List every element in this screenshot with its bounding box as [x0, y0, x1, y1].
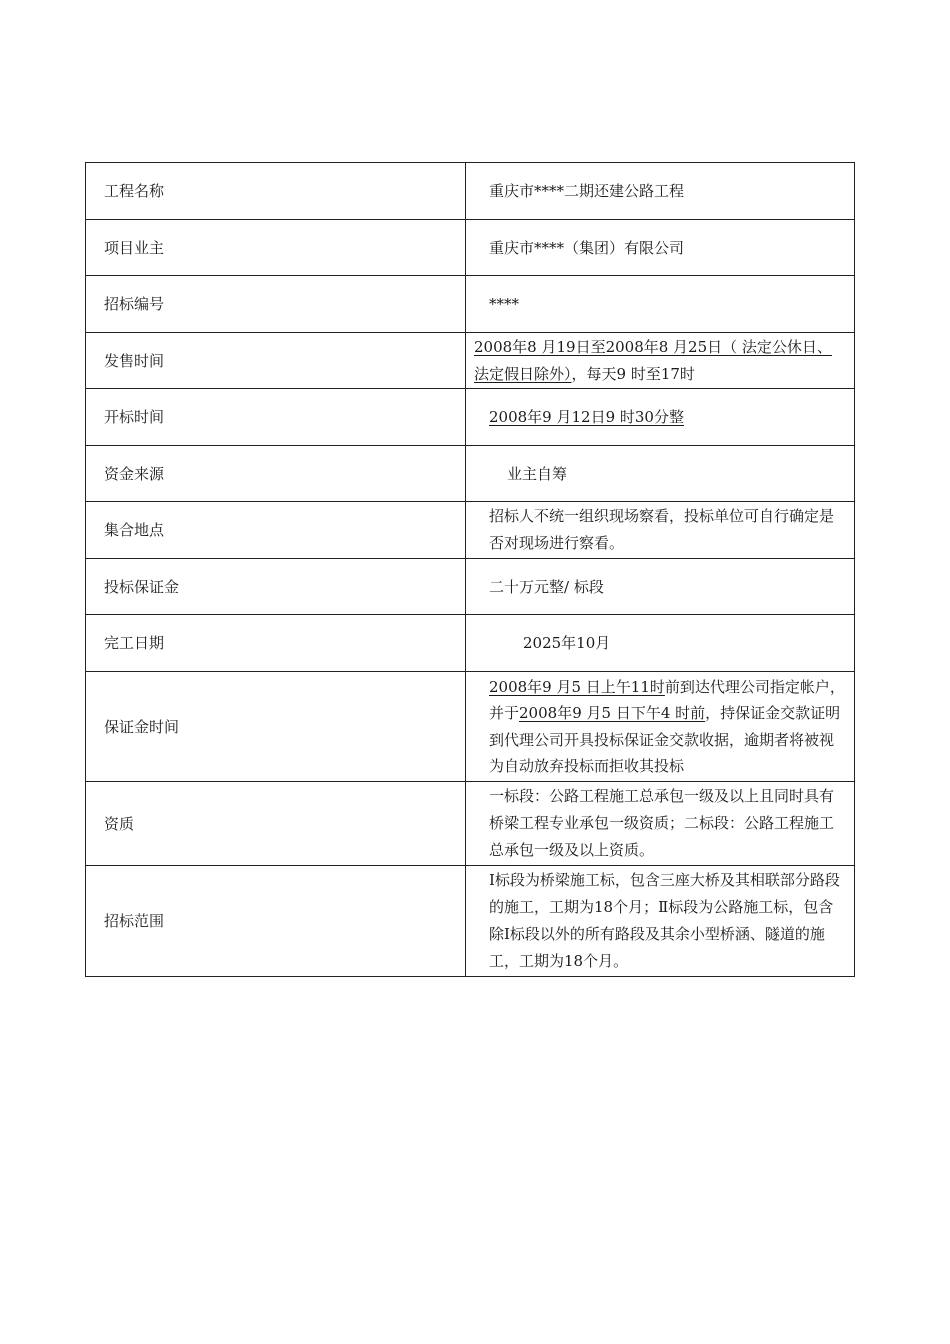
- row-label-qualification: 资质: [86, 782, 466, 866]
- table-row: [86, 220, 855, 276]
- row-label-bond-time: 保证金时间: [86, 672, 466, 782]
- bond-text-2: ，持保证金交款证明到代理公司开具投标保证金交款收据，逾期者将被视为自动放弃投标而拒收其投标: [489, 704, 841, 775]
- row-label-opening-time: 开标时间: [86, 389, 466, 446]
- table-row: [86, 389, 855, 446]
- row-value-bid-bond: 二十万元整/ 标段: [466, 559, 855, 615]
- row-label-meeting-place: 集合地点: [86, 502, 466, 559]
- row-value-sale-time: [466, 333, 855, 389]
- bond-deadline-1: 2008年9 月5 日上午11时: [489, 677, 665, 696]
- row-value-completion-date: [466, 615, 855, 672]
- completion-date-text: 2025年10月: [523, 634, 611, 652]
- bond-deadline-2: 2008年9 月5 日下午4 时前: [519, 704, 706, 722]
- row-value-bond-time: [466, 672, 855, 782]
- table-row: [86, 782, 855, 866]
- table-row: [86, 672, 855, 782]
- row-label-owner: 项目业主: [86, 220, 466, 276]
- row-value-opening-time: [466, 389, 855, 446]
- row-label-project-name: 工程名称: [86, 163, 466, 220]
- sale-time-hours: ，每天9 时至17时: [571, 364, 695, 383]
- opening-time-text: 2008年9 月12日9 时30分整: [489, 408, 684, 426]
- table-row: [86, 866, 855, 977]
- table-row: [86, 502, 855, 559]
- row-label-tender-number: 招标编号: [86, 276, 466, 333]
- table-row: [86, 559, 855, 615]
- row-label-sale-time: 发售时间: [86, 333, 466, 389]
- row-value-scope: Ⅰ标段为桥梁施工标，包含三座大桥及其相联部分路段的施工，工期为18个月；Ⅱ标段为公路施工标，包含除Ⅰ标段以外的所有路段及其余小型桥涵、隧道的施工，工期为18个月。: [466, 866, 855, 977]
- table-row: [86, 446, 855, 502]
- row-label-scope: 招标范围: [86, 866, 466, 977]
- row-label-funding: 资金来源: [86, 446, 466, 502]
- table-row: [86, 333, 855, 389]
- row-value-project-name: 重庆市****二期还建公路工程: [466, 163, 855, 220]
- tender-info-table: [85, 162, 855, 977]
- table-row: [86, 615, 855, 672]
- row-label-completion-date: 完工日期: [86, 615, 466, 672]
- bond-text-1: 前到达代理公司指定帐户，并于: [489, 677, 845, 722]
- table-row: [86, 163, 855, 220]
- row-value-qualification: 一标段：公路工程施工总承包一级及以上且同时具有桥梁工程专业承包一级资质；二标段：公路工程施工总承包一级及以上资质。: [466, 782, 855, 866]
- row-value-meeting-place: 招标人不统一组织现场察看，投标单位可自行确定是否对现场进行察看。: [466, 502, 855, 559]
- table-row: [86, 276, 855, 333]
- row-value-tender-number: ****: [466, 276, 855, 333]
- sale-time-dates: 2008年8 月19日至2008年8 月25日（ 法定公休日、法定假日除外）: [474, 337, 832, 383]
- row-label-bid-bond: 投标保证金: [86, 559, 466, 615]
- funding-text: 业主自筹: [507, 464, 568, 483]
- row-value-funding: [466, 446, 855, 502]
- row-value-owner: 重庆市****（集团）有限公司: [466, 220, 855, 276]
